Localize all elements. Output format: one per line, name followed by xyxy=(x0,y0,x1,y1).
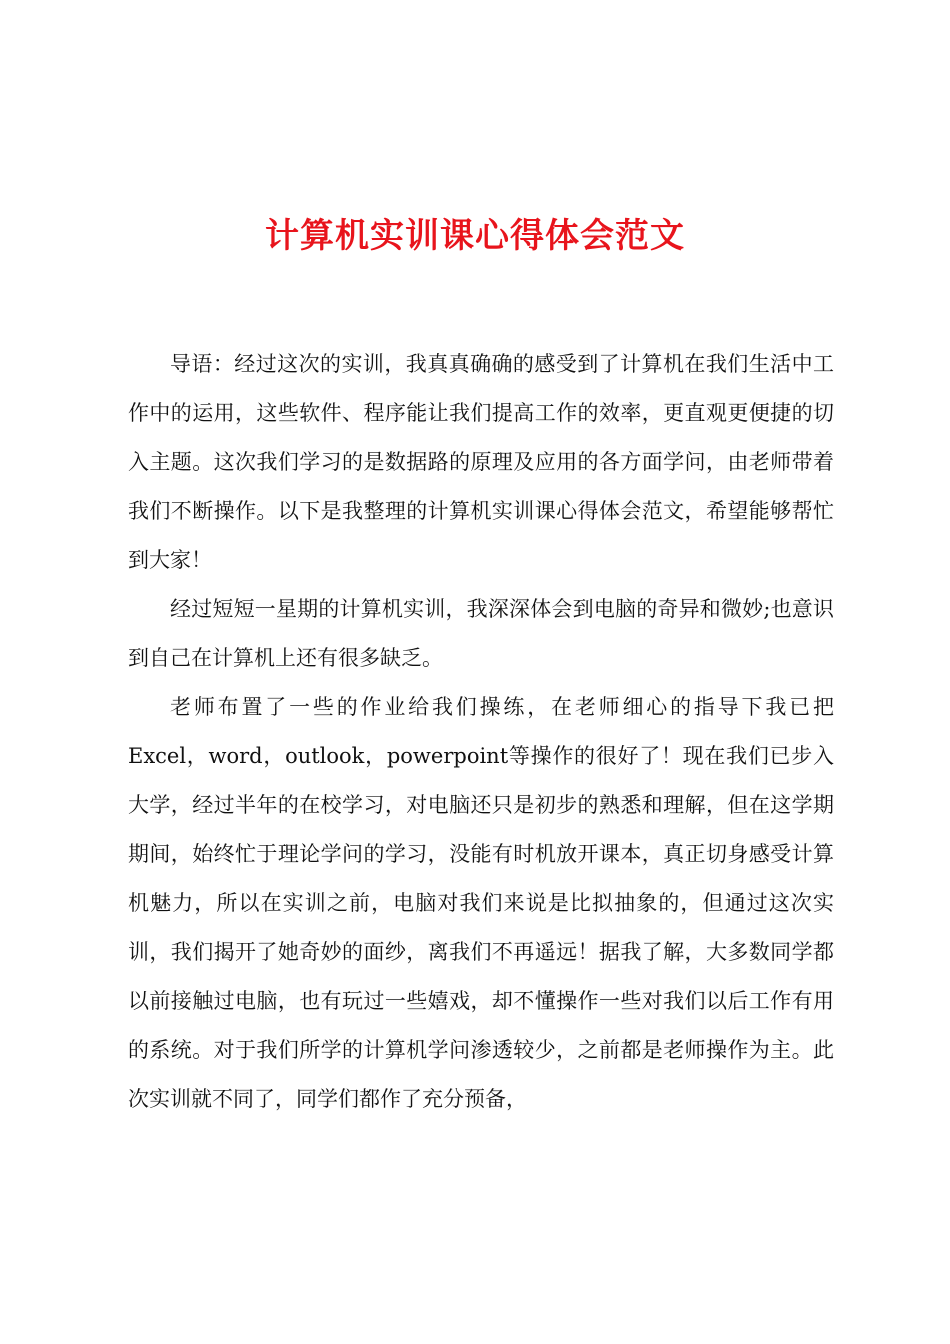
paragraph-2: 经过短短一星期的计算机实训，我深深体会到电脑的奇异和微妙;也意识到自己在计算机上还有很多缺乏。 xyxy=(128,597,834,670)
paragraph-intro: 导语：经过这次的实训，我真真确确的感受到了计算机在我们生活中工作中的运用，这些软件、程序能让我们提高工作的效率，更直观更便捷的切入主题。这次我们学习的是数据路的原理及应用的各方面学问，由老师带着我们不断操作。以下是我整理的计算机实训课心得体会范文，希望能够帮忙到大家！ xyxy=(128,352,834,572)
paragraph-3: 老师布置了一些的作业给我们操练，在老师细心的指导下我已把Excel，word，outlook，powerpoint等操作的很好了！现在我们已步入大学，经过半年的在校学习，对电脑还只是初步的熟悉和理解，但在这学期期间，始终忙于理论学问的学习，没能有时机放开课本，真正切身感受计算机魅力，所以在实训之前，电脑对我们来说是比拟抽象的，但通过这次实训，我们揭开了她奇妙的面纱，离我们不再遥远！据我了解，大多数同学都以前接触过电脑，也有玩过一些嬉戏，却不懂操作一些对我们以后工作有用的系统。对于我们所学的计算机学问渗透较少，之前都是老师操作为主。此次实训就不同了，同学们都作了充分预备， xyxy=(128,695,834,1111)
document-body xyxy=(128,340,834,1124)
document-title: 计算机实训课心得体会范文 xyxy=(265,216,685,256)
